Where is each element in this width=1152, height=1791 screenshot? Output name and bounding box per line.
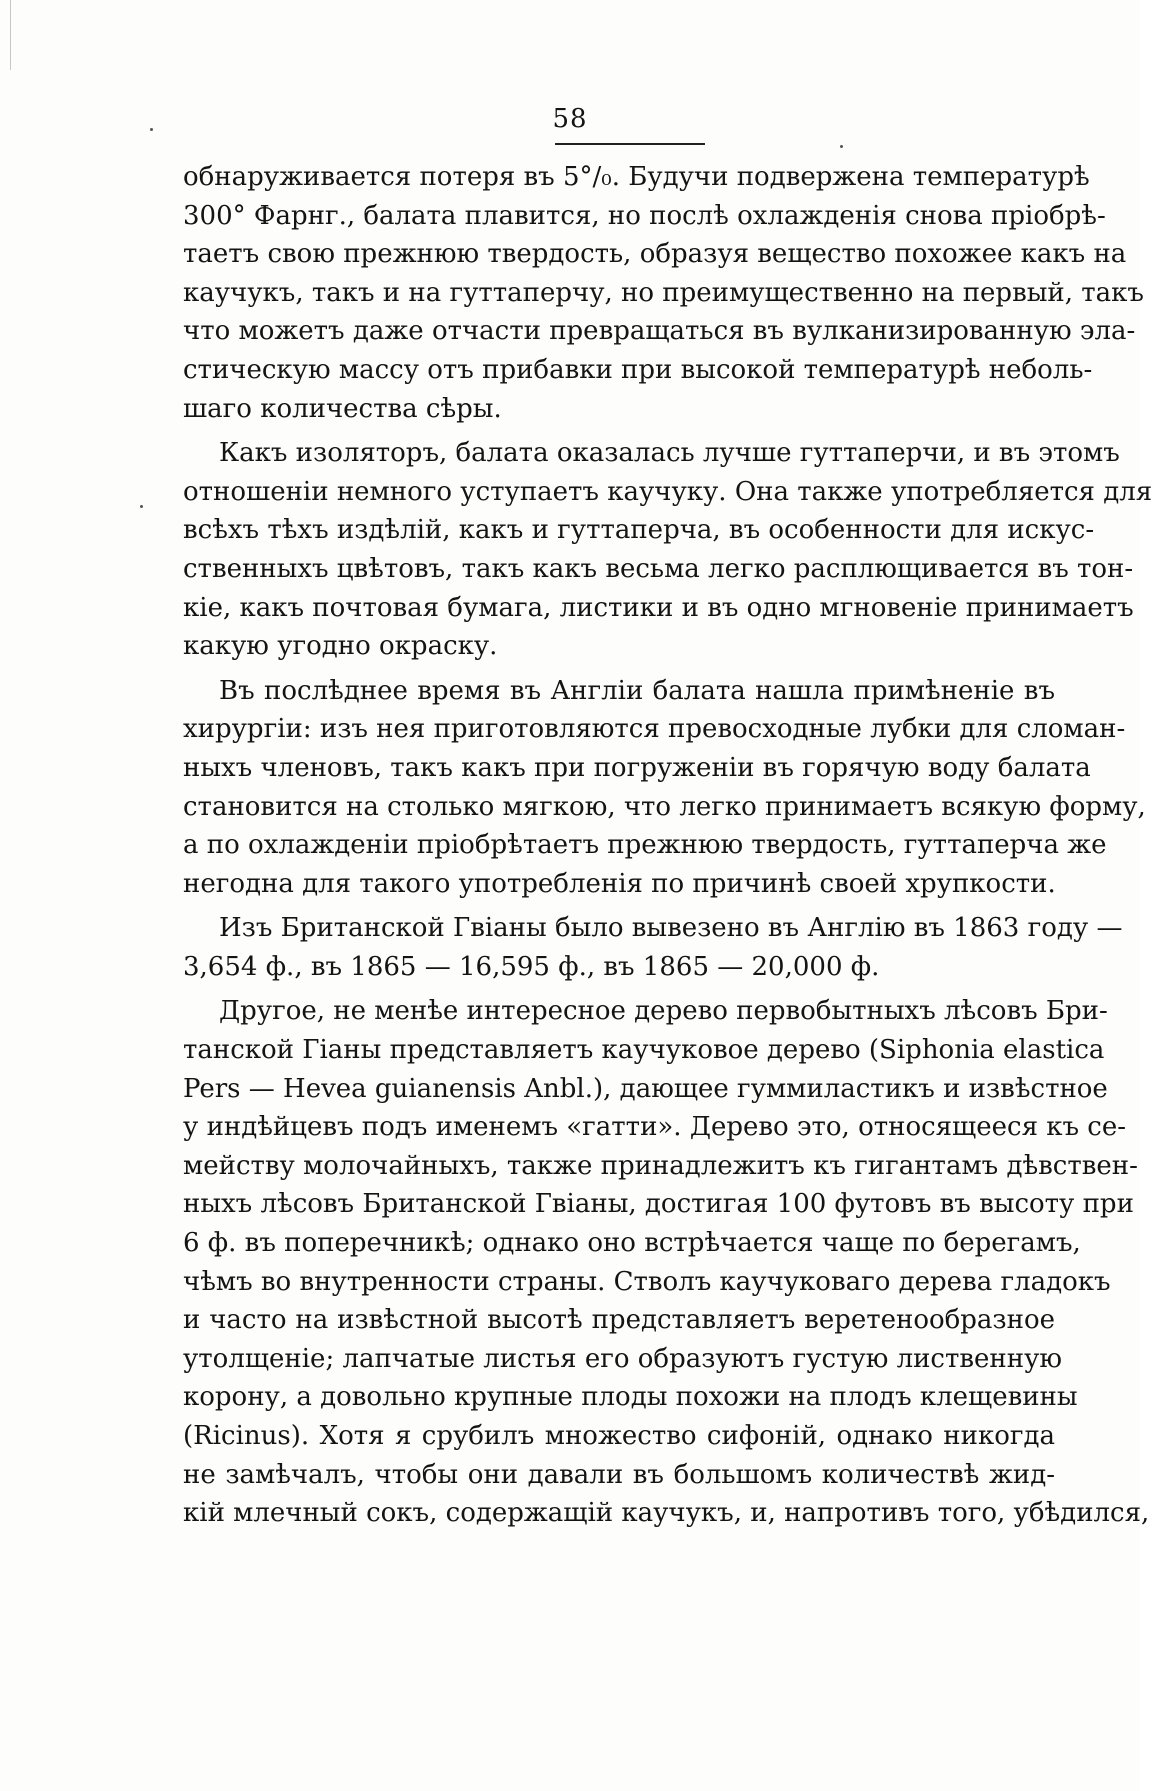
text-line: ственныхъ цвѣтовъ, такъ какъ весьма легко расплющивается въ тон- <box>183 553 1134 584</box>
scan-edge-line <box>10 0 11 70</box>
text-line: ныхъ членовъ, такъ какъ при погруженіи въ горячую воду балата <box>183 752 1091 783</box>
text-line: танской Гіаны представляетъ каучуковое дерево (Siphonia elastica <box>183 1035 1105 1066</box>
text-line: и часто на извѣстной высотѣ представляетъ веретенообразное <box>183 1305 1055 1336</box>
text-line: не замѣчалъ, чтобы они давали въ большомъ количествѣ жид- <box>183 1459 1055 1490</box>
body-text <box>183 158 1152 1533</box>
paragraph <box>183 909 1123 986</box>
text-line: утолщеніе; лапчатые листья его образуютъ густую лиственную <box>183 1343 1062 1374</box>
text-line: Другое, не менѣе интересное дерево первобытныхъ лѣсовъ Бри- <box>219 996 1108 1027</box>
scan-speck <box>140 505 143 508</box>
text-line: Какъ изоляторъ, балата оказалась лучше гуттаперчи, и въ этомъ <box>219 438 1120 469</box>
paragraph <box>183 672 1146 904</box>
paragraph <box>183 992 1150 1532</box>
text-line: каучукъ, такъ и на гуттаперчу, но преимущественно на первый, такъ <box>183 277 1144 308</box>
text-line: негодна для такого употребленія по причинѣ своей хрупкости. <box>183 868 1056 899</box>
text-line: корону, а довольно крупные плоды похожи на плодъ клещевины <box>183 1382 1078 1413</box>
text-line: ныхъ лѣсовъ Британской Гвіаны, достигая 100 футовъ въ высоту при <box>183 1189 1134 1220</box>
text-line: становится на столько мягкою, что легко принимаетъ всякую форму, <box>183 791 1146 822</box>
text-line: чѣмъ во внутренности страны. Стволъ каучуковаго дерева гладокъ <box>183 1266 1111 1297</box>
text-line: всѣхъ тѣхъ издѣлій, какъ и гуттаперча, въ особенности для искус- <box>183 515 1095 546</box>
paragraph <box>183 434 1152 666</box>
text-line: у индѣйцевъ подъ именемъ «гатти». Дерево это, относящееся къ се- <box>183 1112 1127 1143</box>
text-line: стическую массу отъ прибавки при высокой температурѣ неболь- <box>183 354 1093 385</box>
page-number-rule <box>555 143 705 145</box>
text-line: хирургіи: изъ нея приготовляются превосходные лубки для сломан- <box>183 714 1126 745</box>
text-line: 3,654 ф., въ 1865 — 16,595 ф., въ 1865 — 20,000 ф. <box>183 951 880 982</box>
scan-speck <box>840 145 843 148</box>
text-line: Pers — Hevea guianensis Anbl.), дающее гуммиластикъ и извѣстное <box>183 1073 1108 1104</box>
text-line: кій млечный сокъ, содержащій каучукъ, и, напротивъ того, убѣдился, <box>183 1498 1150 1529</box>
text-line: мейству молочайныхъ, также принадлежитъ къ гигантамъ дѣвствен- <box>183 1150 1138 1181</box>
page-number: 58 <box>552 104 588 134</box>
text-line: а по охлажденіи пріобрѣтаетъ прежнюю твердость, гуттаперча же <box>183 830 1107 861</box>
text-line: 300° Фарнг., балата плавится, но послѣ охлажденія снова пріобрѣ- <box>183 200 1106 231</box>
text-line: что можетъ даже отчасти превращаться въ вулканизированную эла- <box>183 316 1136 347</box>
text-line: Въ послѣднее время въ Англіи балата нашла примѣненіе въ <box>219 675 1055 706</box>
text-line: таетъ свою прежнюю твердость, образуя вещество похожее какъ на <box>183 239 1127 270</box>
text-line: (Ricinus). Хотя я срубилъ множество сифоній, однако никогда <box>183 1421 1055 1451</box>
text-line: Изъ Британской Гвіаны было вывезено въ Англію въ 1863 году — <box>219 913 1123 944</box>
text-line: шаго количества сѣры. <box>183 393 502 424</box>
text-line: какую угодно окраску. <box>183 631 498 662</box>
text-line: 6 ф. въ поперечникѣ; однако оно встрѣчается чаще по берегамъ, <box>183 1228 1081 1259</box>
paragraph <box>183 158 1144 428</box>
text-line: отношеніи немного уступаетъ каучуку. Она также употребляется для <box>183 476 1152 507</box>
text-line: кіе, какъ почтовая бумага, листики и въ одно мгновеніе принимаетъ <box>183 592 1134 623</box>
text-line: обнаруживается потеря въ 5°/₀. Будучи подвержена температурѣ <box>183 162 1090 192</box>
